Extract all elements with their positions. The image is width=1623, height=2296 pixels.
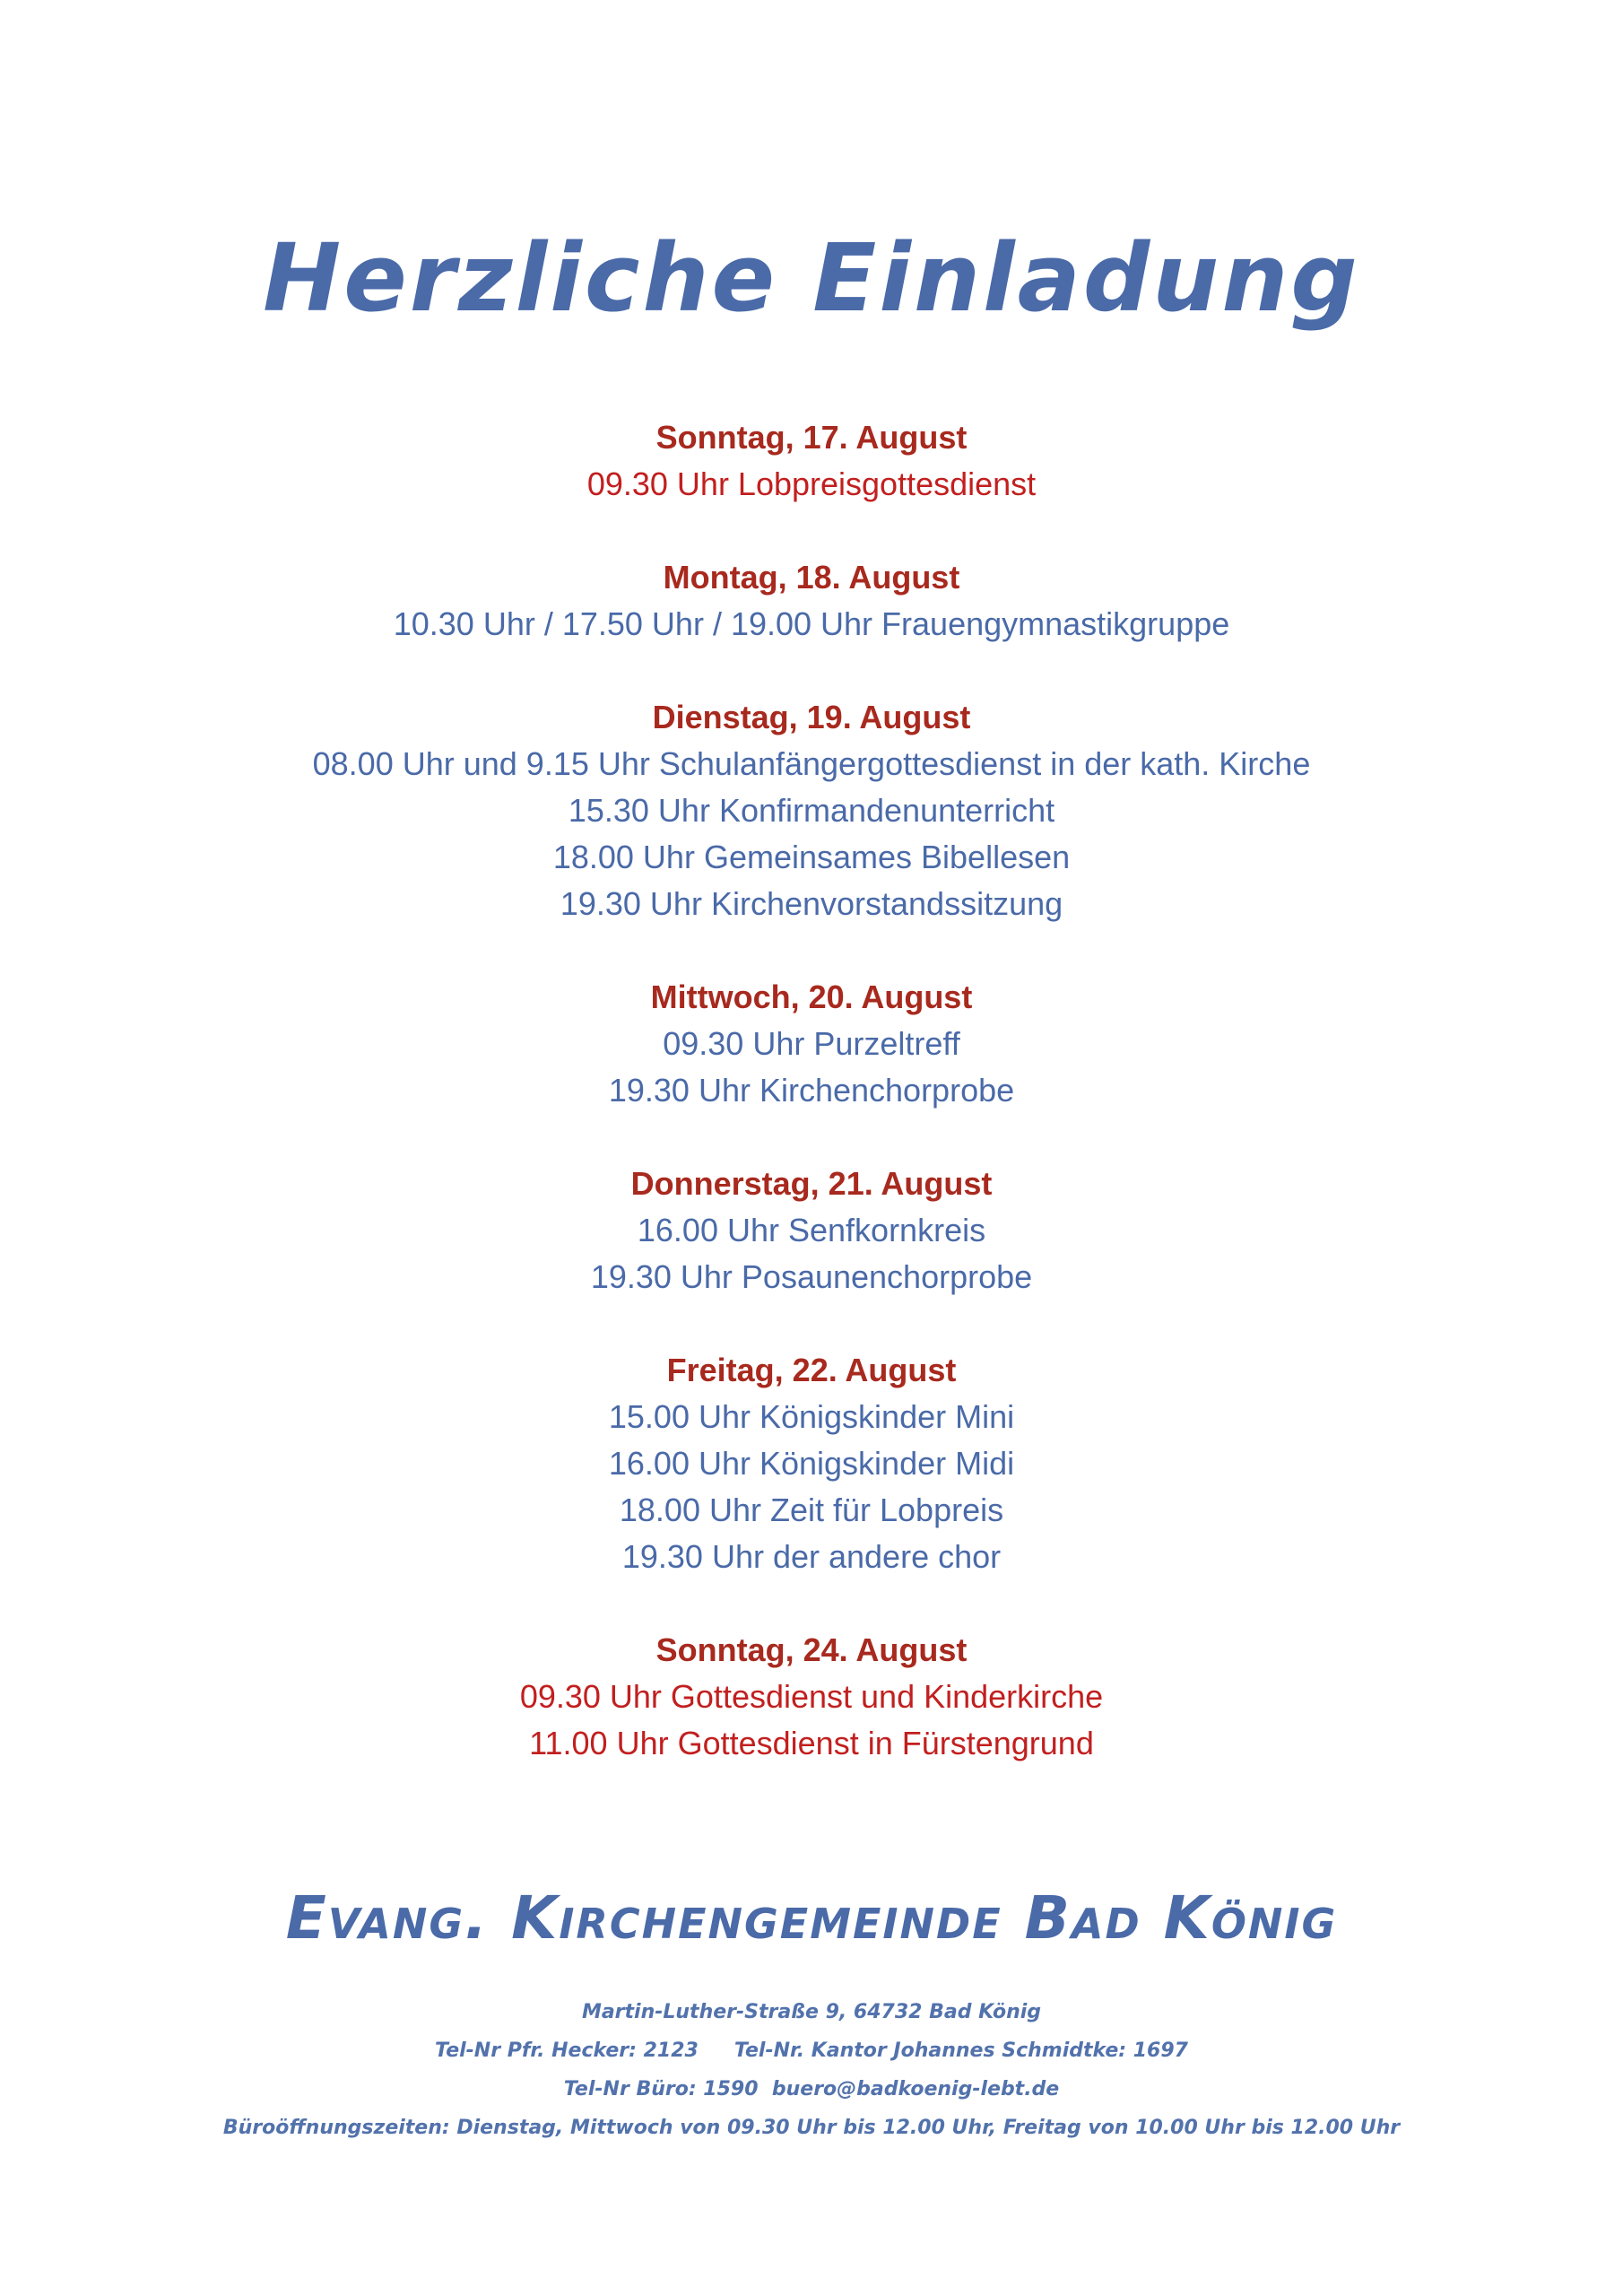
event-item: 15.30 Uhr Konfirmandenunterricht bbox=[568, 792, 1055, 829]
address-line: Martin-Luther-Straße 9, 64732 Bad König bbox=[581, 2001, 1042, 2023]
event-schedule bbox=[0, 414, 1623, 1813]
day-block bbox=[0, 1161, 1623, 1300]
phone-pastor: Tel-Nr Pfr. Hecker: 2123 bbox=[435, 2039, 699, 2062]
phone-office: Tel-Nr Büro: 1590 bbox=[563, 2078, 759, 2100]
day-heading: Mittwoch, 20. August bbox=[650, 978, 973, 1015]
event-item: 19.30 Uhr der andere chor bbox=[621, 1538, 1002, 1575]
day-block bbox=[0, 1347, 1623, 1580]
day-heading: Dienstag, 19. August bbox=[652, 699, 971, 735]
event-item: 18.00 Uhr Zeit für Lobpreis bbox=[619, 1492, 1004, 1528]
contact-footer bbox=[0, 1993, 1623, 2147]
day-heading: Montag, 18. August bbox=[663, 559, 960, 596]
organization-name: Evang. Kirchengemeinde Bad König bbox=[285, 1883, 1338, 1952]
page-title: Herzliche Einladung bbox=[263, 223, 1360, 333]
phone-kantor: Tel-Nr. Kantor Johannes Schmidtke: 1697 bbox=[733, 2039, 1188, 2062]
event-item: 15.00 Uhr Königskinder Mini bbox=[608, 1398, 1015, 1435]
day-block bbox=[0, 974, 1623, 1114]
event-item: 18.00 Uhr Gemeinsames Bibellesen bbox=[552, 839, 1071, 875]
phone-line bbox=[0, 2031, 1623, 2070]
day-heading: Sonntag, 17. August bbox=[655, 419, 968, 456]
day-block bbox=[0, 554, 1623, 648]
event-item: 19.30 Uhr Kirchenchorprobe bbox=[608, 1072, 1015, 1109]
event-item: 10.30 Uhr / 17.50 Uhr / 19.00 Uhr Frauengymnastikgruppe bbox=[393, 605, 1230, 642]
event-item: 08.00 Uhr und 9.15 Uhr Schulanfängergottesdienst in der kath. Kirche bbox=[312, 745, 1311, 782]
day-heading: Freitag, 22. August bbox=[666, 1352, 957, 1388]
day-heading: Donnerstag, 21. August bbox=[630, 1165, 993, 1202]
office-hours-line: Büroöffnungszeiten: Dienstag, Mittwoch von 09.30 Uhr bis 12.00 Uhr, Freitag von 10.00 Uhr bis 12.00 Uhr bbox=[222, 2117, 1401, 2139]
event-item: 16.00 Uhr Senfkornkreis bbox=[637, 1212, 986, 1248]
day-block bbox=[0, 414, 1623, 508]
email-address[interactable]: buero@badkoenig-lebt.de bbox=[771, 2078, 1060, 2100]
event-item: 16.00 Uhr Königskinder Midi bbox=[608, 1445, 1015, 1482]
event-item: 19.30 Uhr Posaunenchorprobe bbox=[590, 1258, 1033, 1295]
event-item: 11.00 Uhr Gottesdienst in Fürstengrund bbox=[529, 1725, 1094, 1761]
day-heading: Sonntag, 24. August bbox=[655, 1631, 968, 1668]
event-item: 09.30 Uhr Lobpreisgottesdienst bbox=[586, 465, 1037, 502]
office-contact-line bbox=[0, 2070, 1623, 2109]
event-item: 09.30 Uhr Gottesdienst und Kinderkirche bbox=[519, 1678, 1104, 1715]
day-block bbox=[0, 1627, 1623, 1767]
event-item: 09.30 Uhr Purzeltreff bbox=[663, 1025, 960, 1062]
event-item: 19.30 Uhr Kirchenvorstandssitzung bbox=[560, 885, 1063, 922]
day-block bbox=[0, 694, 1623, 927]
